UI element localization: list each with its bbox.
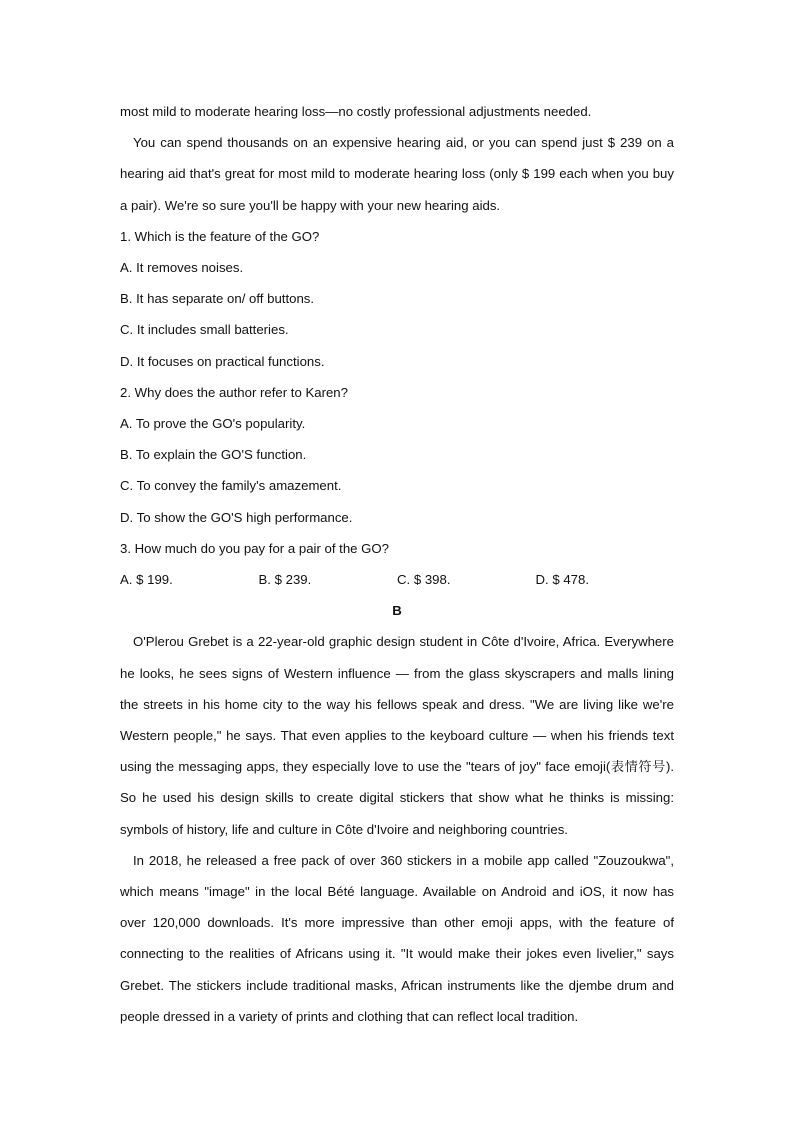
question-stem: 3. How much do you pay for a pair of the GO? xyxy=(120,540,390,556)
document-page xyxy=(120,96,674,1032)
question-2 xyxy=(120,377,674,533)
option-d: D. To show the GO'S high performance. xyxy=(120,509,353,525)
passage-paragraph: O'Plerou Grebet is a 22-year-old graphic design student in Côte d'Ivoire, Africa. Everywhere he looks, he sees signs of Western influence — from the glass skyscrapers and malls lining the streets in his home city to the way his fellows speak and dress. "We are living like we're Western people," he says. That even applies to the keyboard culture — when his friends text using the messaging apps, they especially love to use the "tears of joy" face emoji(表情符号). So he used his design skills to create digital stickers that show what he thinks is missing: symbols of history, life and culture in Côte d'Ivoire and neighboring countries. xyxy=(120,634,674,837)
option-c: C. $ 398. xyxy=(397,572,451,588)
question-stem: 1. Which is the feature of the GO? xyxy=(120,228,320,244)
option-b: B. To explain the GO'S function. xyxy=(120,447,307,463)
option-row xyxy=(120,564,674,595)
passage-paragraph: In 2018, he released a free pack of over 360 stickers in a mobile app called "Zouzoukwa", which means "image" in the local Bété language. Available on Android and iOS, it now has over 120,000 downloads. It's more impressive than other emoji apps, with the feature of connecting to the realities of Africans using it. "It would make their jokes even livelier," says Grebet. The stickers include traditional masks, African instruments like the djembe drum and people dressed in a variety of prints and clothing that can reflect local tradition. xyxy=(120,852,674,1024)
option-a: A. $ 199. xyxy=(120,572,173,588)
option-c: C. To convey the family's amazement. xyxy=(120,478,342,494)
option-b: B. $ 239. xyxy=(258,572,312,588)
option-d: D. It focuses on practical functions. xyxy=(120,353,325,369)
question-1 xyxy=(120,221,674,377)
question-3 xyxy=(120,533,674,595)
option-a: A. It removes noises. xyxy=(120,260,244,276)
question-stem: 2. Why does the author refer to Karen? xyxy=(120,384,348,400)
option-c: C. It includes small batteries. xyxy=(120,322,289,338)
option-b: B. It has separate on/ off buttons. xyxy=(120,291,315,307)
option-a: A. To prove the GO's popularity. xyxy=(120,416,306,432)
section-heading: B xyxy=(392,603,402,619)
intro-tail-text: most mild to moderate hearing loss—no costly professional adjustments needed. xyxy=(120,104,592,119)
price-paragraph: You can spend thousands on an expensive hearing aid, or you can spend just $ 239 on a hearing aid that's great for most mild to moderate hearing loss (only $ 199 each when you buy a pair). We're so sure you'll be happy with your new hearing aids. xyxy=(120,135,674,213)
option-d: D. $ 478. xyxy=(535,572,590,588)
